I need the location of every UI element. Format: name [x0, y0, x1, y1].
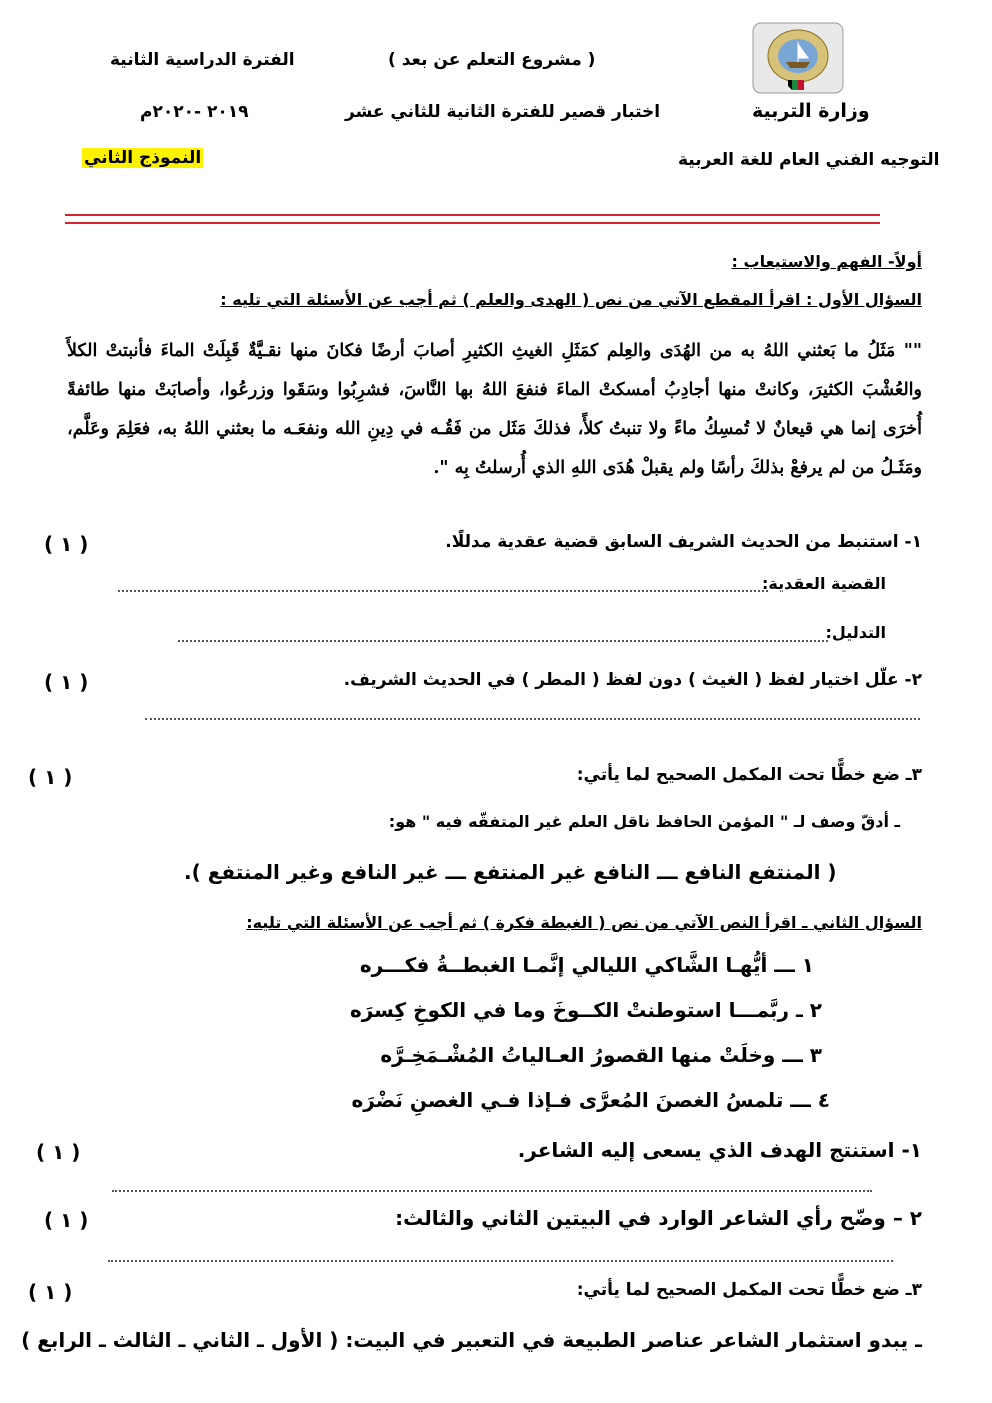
question-1-3: ٣ـ ضع خطًّا تحت المكمل الصحيح لما يأتي:: [576, 765, 922, 785]
model-badge: [82, 148, 203, 168]
school-year: ٢٠١٩ -٢٠٢٠م: [140, 102, 249, 122]
model-label: النموذج الثاني: [84, 148, 202, 168]
department-name: التوجيه الفني العام للغة العربية: [678, 150, 940, 170]
question-2-3: ٣ـ ضع خطًّا تحت المكمل الصحيح لما يأتي:: [576, 1280, 922, 1300]
score-2-1: ( ١ ): [36, 1140, 81, 1164]
answer-line-1-2[interactable]: [145, 718, 920, 720]
score-2-3: ( ١ ): [28, 1280, 73, 1304]
quiz-title: اختبار قصير للفترة الثانية للثاني عشر: [345, 102, 661, 122]
poem-verse-2: ٢ ـ ربَّمـــا استوطنتْ الكــوخَ وما في الكوخِ كِسرَه: [349, 998, 822, 1022]
poem-verse-4: ٤ ـــ تلمسُ الغصنَ المُعرَّى فـإذا فـي الغصنِ نَضْرَه: [351, 1088, 830, 1112]
answer-line-issue[interactable]: [118, 590, 768, 592]
answer-line-2-2[interactable]: [108, 1260, 893, 1262]
poem-verse-3: ٣ ـــ وخلَتْ منها القصورُ العـالياتُ المُشْـمَخِـرَّه: [380, 1043, 822, 1067]
question-1-1: ١- استنبط من الحديث الشريف السابق قضية عقدية مدللًا.: [445, 532, 922, 552]
poem-verse-1: ١ ـــ أيُّهـا الشَّاكي الليالي إنَّمـا الغبطــةُ فكـــره: [359, 953, 814, 977]
label-proof: التدليل:: [825, 623, 886, 642]
score-1-2: ( ١ ): [44, 670, 89, 694]
question-one-instruction: السؤال الأول : اقرأ المقطع الآتي من نص ( الهدى والعلم ) ثم أجب عن الأسئلة التي تليه :: [220, 290, 922, 309]
project-title: ( مشروع التعلم عن بعد ): [388, 50, 596, 70]
question-2-2: ٢ – وضّح رأي الشاعر الوارد في البيتين الثاني والثالث:: [395, 1206, 922, 1230]
question-1-3-options[interactable]: ( المنتفع النافع ـــ النافع غير المنتفع ـــ غير النافع وغير المنتفع ).: [184, 860, 837, 884]
hadith-passage: "" مَثَلُ ما بَعثني اللهُ به من الهُدَى والعِلم كمَثَلِ الغيثِ الكثيرِ أصابَ أرضًا فكانَ منها نقـيَّةٌ قَبِلَتْ الماءَ فأنبتتْ الكلأَ والعُشْبَ الكثيرَ، وكانتْ منها أجادِبُ أمسكتْ الماءَ فنفعَ اللهُ بها النَّاسَ، فشرِبُوا وسَقَوا وزرعُوا، وأصابَتْ منها طائفةً أُخرَى إنما هي قيعانٌ لا تُمسِكُ ماءً ولا تنبتُ كلأً، فذلكَ مَثَل من فَقُـه في دِينِ الله ونفعَـه ما بعثني اللهُ به، فعَلِمَ وعَلَّم، ومَثَـلُ من لم يرفعْ بذلكَ رأسًا ولم يقبلْ هُدَى اللهِ الذي أُرسلتُ بِه ".: [67, 341, 922, 478]
score-2-2: ( ١ ): [44, 1208, 89, 1232]
term-label: الفترة الدراسية الثانية: [110, 50, 295, 70]
ministry-name: وزارة التربية: [752, 100, 870, 122]
answer-line-2-1[interactable]: [112, 1190, 872, 1192]
question-1-2: ٢- علّل اختيار لفظ ( الغيث ) دون لفظ ( المطر ) في الحديث الشريف.: [343, 670, 922, 690]
section-title: أولاً- الفهم والاستيعاب :: [731, 252, 922, 271]
question-1-3-stem: ـ أدقّ وصف لـ " المؤمن الحافظ ناقل العلم غير المتفقّه فيه " هو:: [388, 812, 900, 831]
header-divider-top: [65, 214, 880, 216]
question-2-3-stem[interactable]: ـ يبدو استثمار الشاعر عناصر الطبيعة في التعبير في البيت: ( الأول ـ الثاني ـ الثالث ـ الرابع ): [21, 1328, 922, 1352]
score-1-1: ( ١ ): [44, 532, 89, 556]
answer-line-proof[interactable]: [178, 640, 828, 642]
label-doctrinal-issue: القضية العقدية:: [762, 574, 886, 593]
score-1-3: ( ١ ): [28, 765, 73, 789]
question-2-1: ١- استنتج الهدف الذي يسعى إليه الشاعر.: [517, 1138, 922, 1162]
ministry-emblem-icon: [752, 22, 844, 94]
header-divider-bottom: [65, 222, 880, 224]
question-two-instruction: السؤال الثاني ـ اقرأ النص الآتي من نص ( الغبطة فكرة ) ثم أجب عن الأسئلة التي تليه:: [246, 913, 922, 932]
